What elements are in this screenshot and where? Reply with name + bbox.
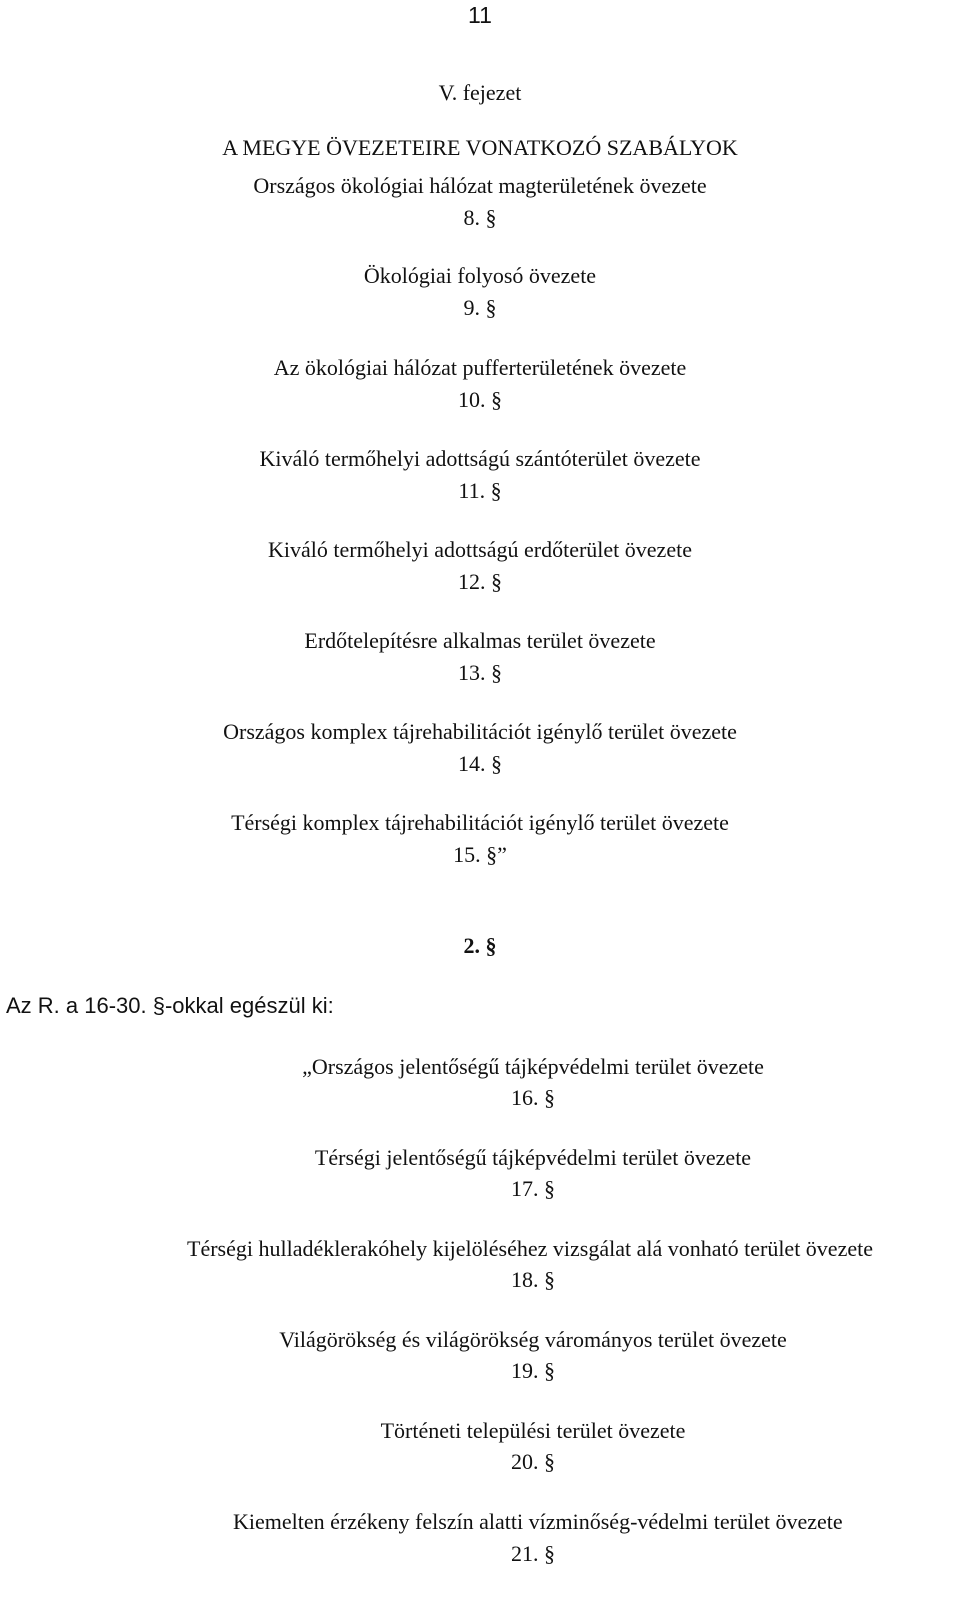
- section-number: 19. §: [511, 1358, 555, 1383]
- zone-title: Országos ökológiai hálózat magterületének övezete: [253, 173, 707, 198]
- section-number: 12. §: [458, 569, 502, 594]
- zone-title: Térségi komplex tájrehabilitációt igénylő terület övezete: [231, 810, 729, 835]
- zone-title: Kiváló termőhelyi adottságú erdőterület övezete: [268, 537, 692, 562]
- zone-title: Kiemelten érzékeny felszín alatti vízminőség-védelmi terület övezete: [233, 1509, 843, 1534]
- zone-title: „Országos jelentőségű tájképvédelmi terület övezete: [302, 1054, 764, 1079]
- section-number: 20. §: [511, 1449, 555, 1474]
- page-number: 11: [468, 2, 492, 28]
- section-number: 11. §: [458, 478, 502, 503]
- zone-title: Világörökség és világörökség várományos terület övezete: [279, 1327, 787, 1352]
- section-number: 10. §: [458, 387, 502, 412]
- zone-title: Az ökológiai hálózat pufferterületének övezete: [273, 355, 687, 380]
- zone-title: Történeti települési terület övezete: [380, 1418, 686, 1443]
- chapter-title: A MEGYE ÖVEZETEIRE VONATKOZÓ SZABÁLYOK: [222, 135, 738, 160]
- amendment-intro: Az R. a 16-30. §-okkal egészül ki:: [6, 993, 334, 1018]
- amendment-heading: 2. §: [463, 933, 497, 958]
- chapter-label: V. fejezet: [438, 80, 522, 105]
- section-number: 18. §: [511, 1267, 555, 1292]
- section-number: 13. §: [458, 660, 502, 685]
- section-number: 14. §: [458, 751, 502, 776]
- zone-title: Térségi hulladéklerakóhely kijelöléséhez vizsgálat alá vonható terület övezete: [187, 1236, 873, 1261]
- zone-title: Ökológiai folyosó övezete: [363, 263, 597, 288]
- zone-title: Erdőtelepítésre alkalmas terület övezete: [304, 628, 656, 653]
- section-number: 9. §: [463, 295, 497, 320]
- section-number: 15. §”: [453, 842, 507, 867]
- zone-title: Kiváló termőhelyi adottságú szántóterület övezete: [259, 446, 701, 471]
- section-number: 21. §: [511, 1541, 555, 1566]
- section-number: 8. §: [463, 205, 497, 230]
- zone-title: Országos komplex tájrehabilitációt igénylő terület övezete: [223, 719, 737, 744]
- section-number: 16. §: [511, 1085, 555, 1110]
- zone-title: Térségi jelentőségű tájképvédelmi terület övezete: [314, 1145, 752, 1170]
- section-number: 17. §: [511, 1176, 555, 1201]
